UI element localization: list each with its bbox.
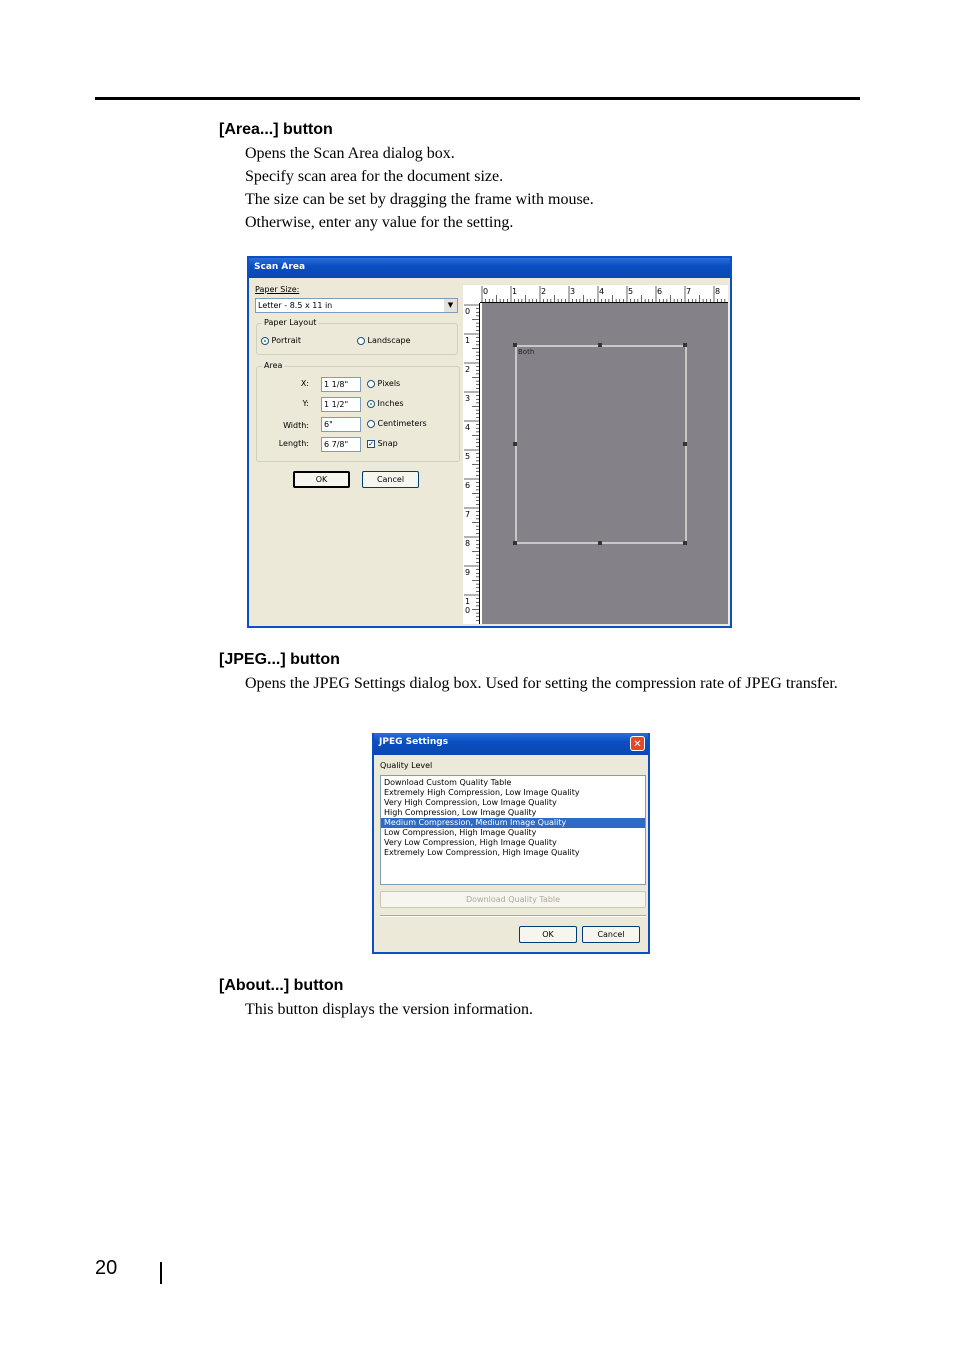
width-input[interactable]: 6" (321, 417, 361, 432)
area-description (245, 142, 845, 234)
list-item[interactable]: Very Low Compression, High Image Quality (384, 838, 557, 847)
list-item[interactable]: Low Compression, High Image Quality (384, 828, 537, 837)
x-input[interactable]: 1 1/8" (321, 377, 361, 392)
ruler-tick-label: 5 (465, 452, 471, 461)
quality-level-label: Quality Level (380, 761, 433, 770)
area-group (256, 361, 460, 462)
ruler-tick-label: 8 (715, 287, 721, 296)
ok-button[interactable]: OK (519, 926, 577, 943)
ruler-tick-label: 1 (465, 336, 471, 345)
pixels-option[interactable] (367, 379, 400, 388)
horizontal-ruler (480, 285, 728, 303)
divider (380, 915, 646, 917)
ruler-tick-label: 0 (483, 287, 489, 296)
resize-handle[interactable] (513, 442, 517, 446)
radio-icon[interactable] (367, 420, 375, 428)
list-item[interactable]: High Compression, Low Image Quality (384, 808, 537, 817)
resize-handle[interactable] (683, 541, 687, 545)
resize-handle[interactable] (598, 541, 602, 545)
checkmark-icon[interactable]: ✓ (368, 439, 374, 448)
scan-area-title: Scan Area (254, 262, 306, 272)
resize-handle[interactable] (513, 541, 517, 545)
jpeg-titlebar (374, 733, 648, 755)
jpeg-settings-dialog (372, 733, 650, 954)
ruler-tick-label: 7 (686, 287, 692, 296)
list-item[interactable]: Extremely High Compression, Low Image Quality (384, 788, 580, 797)
area-group-label: Area (264, 361, 283, 370)
ruler-tick-label: 2 (465, 365, 471, 374)
scan-frame[interactable] (515, 345, 687, 544)
area-line: Specify scan area for the document size. (245, 168, 504, 185)
resize-handle[interactable] (683, 343, 687, 347)
close-icon[interactable]: ✕ (630, 736, 645, 751)
ruler-tick-label: 4 (465, 423, 471, 432)
area-line: The size can be set by dragging the frame with mouse. (245, 191, 594, 208)
list-item[interactable]: Extremely Low Compression, High Image Quality (384, 848, 580, 857)
radio-checked-icon[interactable] (261, 337, 269, 345)
ruler-tick-label: 5 (628, 287, 634, 296)
jpeg-text: Opens the JPEG Settings dialog box. Used for setting the compression rate of JPEG transfer. (245, 675, 838, 692)
y-input[interactable]: 1 1/2" (321, 397, 361, 412)
ruler-tick-label: 3 (465, 394, 471, 403)
cancel-button[interactable]: Cancel (362, 471, 419, 488)
quality-listbox[interactable] (380, 775, 646, 885)
frame-label: Both (518, 348, 535, 356)
jpeg-title: JPEG Settings (379, 737, 449, 747)
pixels-label: Pixels (377, 379, 401, 388)
ruler-tick-label: 2 (541, 287, 547, 296)
area-line: Otherwise, enter any value for the setting. (245, 214, 514, 231)
snap-label: Snap (377, 439, 398, 448)
area-line: Opens the Scan Area dialog box. (245, 145, 455, 162)
length-label: Length: (278, 439, 309, 448)
vertical-ruler (463, 303, 480, 624)
cancel-button[interactable]: Cancel (582, 926, 640, 943)
paper-size-label: Paper Size: (255, 285, 300, 294)
centimeters-option[interactable] (367, 419, 427, 428)
jpeg-description (245, 672, 845, 695)
resize-handle[interactable] (683, 442, 687, 446)
about-description (245, 998, 845, 1021)
about-text: This button displays the version information. (245, 1001, 533, 1018)
resize-handle[interactable] (513, 343, 517, 347)
ruler-tick-label: 0 (465, 606, 471, 615)
scan-area-dialog (247, 256, 732, 628)
length-input[interactable]: 6 7/8" (321, 437, 361, 452)
ruler-tick-label: 4 (599, 287, 605, 296)
scan-area-titlebar (249, 258, 730, 278)
landscape-label: Landscape (367, 336, 411, 345)
ruler-tick-label: 0 (465, 307, 471, 316)
chevron-down-icon[interactable]: ▼ (444, 299, 457, 312)
ok-button[interactable]: OK (293, 471, 350, 488)
snap-option[interactable] (367, 439, 398, 448)
ruler-tick-label: 6 (657, 287, 663, 296)
ruler-tick-label: 3 (570, 287, 576, 296)
resize-handle[interactable] (598, 343, 602, 347)
scan-canvas[interactable] (482, 303, 728, 624)
ruler-tick-label: 1 (512, 287, 518, 296)
area-heading: [Area...] button (219, 121, 333, 138)
x-label: X: (300, 379, 309, 388)
jpeg-heading: [JPEG...] button (219, 651, 340, 668)
y-label: Y: (302, 399, 309, 408)
list-item[interactable]: Download Custom Quality Table (384, 778, 512, 787)
paper-layout-label: Paper Layout (264, 318, 317, 327)
top-rule (95, 97, 860, 100)
landscape-option[interactable] (357, 336, 411, 345)
width-label: Width: (283, 421, 309, 430)
about-heading: [About...] button (219, 977, 344, 994)
list-item[interactable]: Very High Compression, Low Image Quality (384, 798, 557, 807)
portrait-option[interactable] (261, 336, 301, 345)
ruler-tick-label: 7 (465, 510, 471, 519)
paper-size-select[interactable] (255, 298, 458, 313)
centimeters-label: Centimeters (377, 419, 427, 428)
radio-icon[interactable] (367, 380, 375, 388)
ruler-tick-label: 8 (465, 539, 471, 548)
ruler-tick-label: 9 (465, 568, 471, 577)
portrait-label: Portrait (271, 336, 301, 345)
paper-layout-group (256, 318, 458, 355)
radio-checked-icon[interactable] (367, 400, 375, 408)
radio-icon[interactable] (357, 337, 365, 345)
ruler-tick-label: 6 (465, 481, 471, 490)
list-item[interactable]: Medium Compression, Medium Image Quality (381, 818, 645, 828)
page-number: 20 (95, 1257, 118, 1279)
download-quality-table-button[interactable]: Download Quality Table (380, 891, 646, 908)
preview-panel (463, 285, 728, 624)
inches-label: Inches (377, 399, 404, 408)
paper-size-value: Letter - 8.5 x 11 in (258, 301, 333, 310)
ruler-tick-label: 1 (465, 597, 471, 606)
page-number-bar (160, 1262, 162, 1284)
inches-option[interactable] (367, 399, 404, 408)
